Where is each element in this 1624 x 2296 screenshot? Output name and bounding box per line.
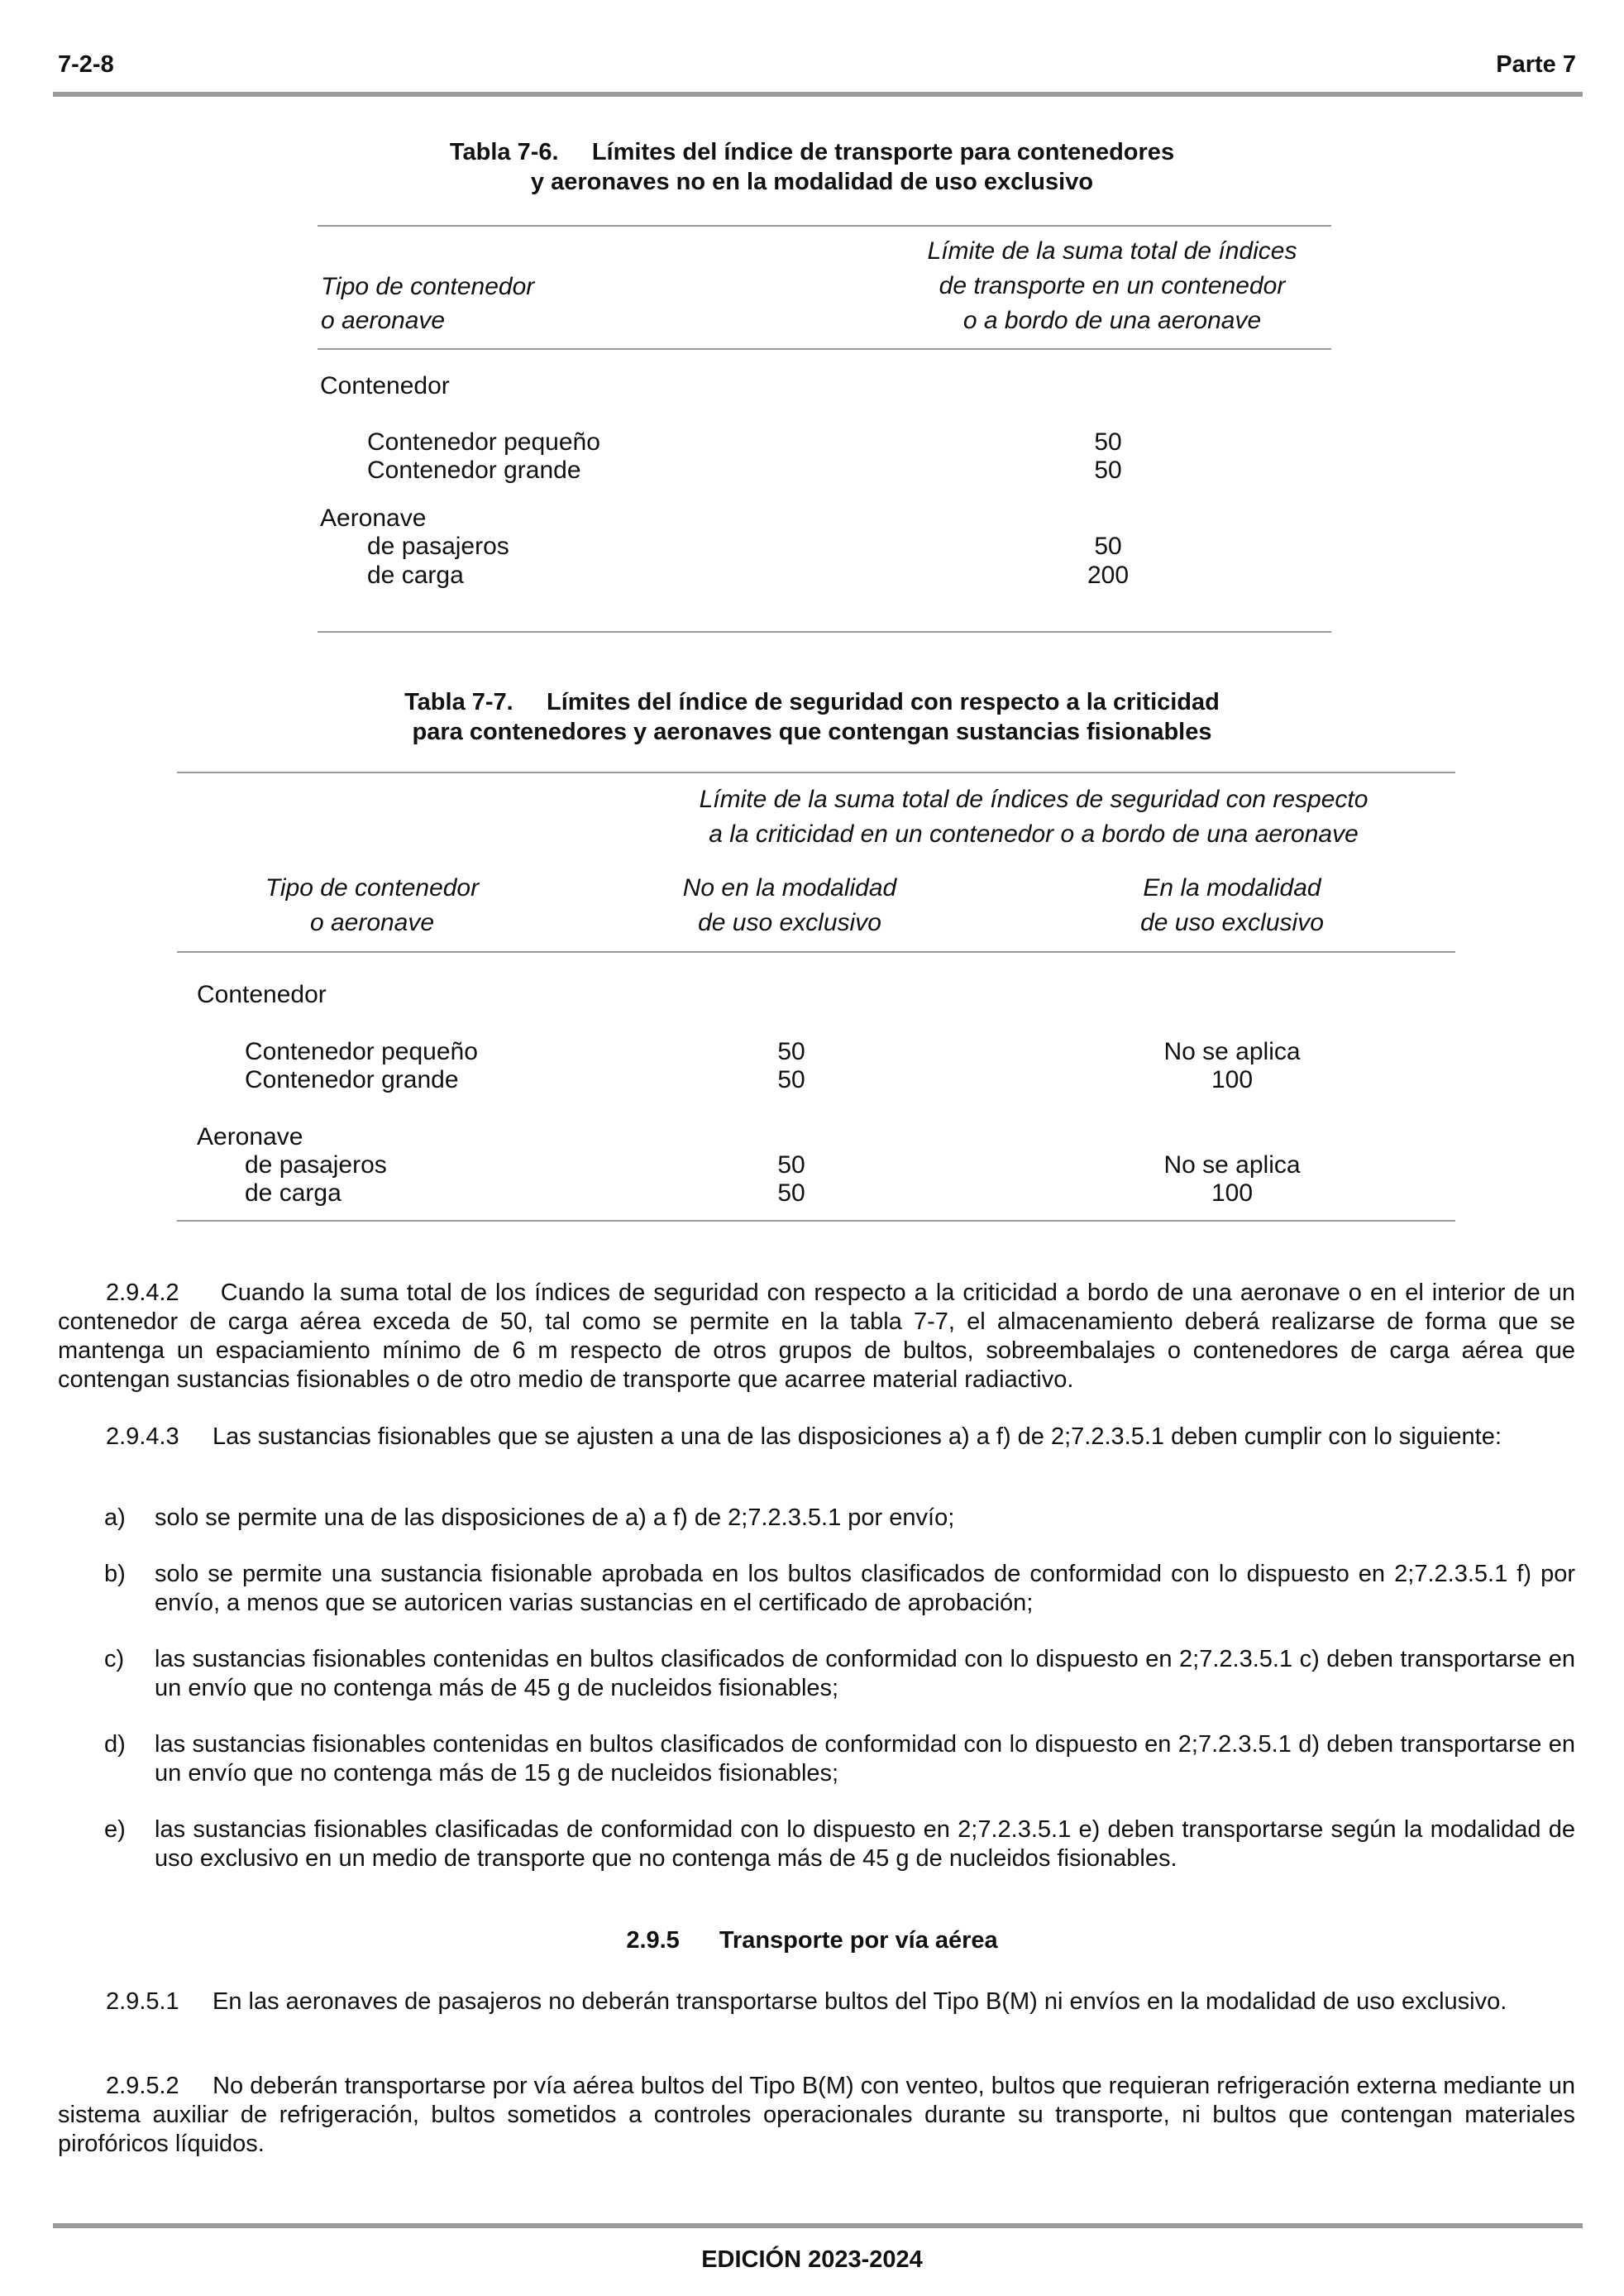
- table-7-7-cargo-label: de carga: [245, 1179, 342, 1207]
- section-title: Transporte por vía aérea: [719, 1927, 998, 1954]
- paragraph-number: 2.9.5.1: [106, 1988, 179, 2015]
- table-7-7-passenger-label: de pasajeros: [245, 1151, 387, 1179]
- table-7-6-col2-header-line3: o a bordo de una aeronave: [962, 307, 1262, 334]
- table-7-6-group-container: Contenedor: [320, 372, 450, 399]
- table-7-7-col1-header-line1: Tipo de contenedor: [265, 874, 480, 902]
- paragraph-number: 2.9.4.3: [106, 1423, 179, 1450]
- paragraph-number: 2.9.4.2: [106, 1280, 179, 1306]
- table-7-6-top-rule: [318, 225, 1331, 227]
- table-7-7-col1-header-line2: o aeronave: [309, 909, 435, 936]
- list-item-label: c): [104, 1646, 125, 1672]
- paragraph-text: No deberán transportarse por vía aérea bultos del Tipo B(M) con venteo, bultos que requieran refrigeración externa mediante un sistema auxiliar de refrigeración, bultos sometidos a controles operacionales durante su transporte, ni bultos que contengan materiales pirofóricos líquidos.: [58, 2073, 1575, 2157]
- list-item-c: [58, 1645, 1575, 1703]
- edition-label: EDICIÓN 2023-2024: [701, 2246, 923, 2273]
- list-item-label: b): [104, 1561, 126, 1587]
- table-7-7-col2-header-line2: de uso exclusivo: [698, 909, 881, 936]
- table-7-6-col2-header-line2: de transporte en un contenedor: [939, 272, 1286, 299]
- table-7-6-cargo-label: de carga: [367, 562, 464, 589]
- table-7-6-col1-header-line1: Tipo de contenedor: [321, 273, 535, 300]
- table-7-7-col3-header-line2: de uso exclusivo: [1140, 909, 1324, 936]
- table-7-7-passenger-not-exclusive: 50: [777, 1151, 805, 1179]
- table-7-7-title-line1: Tabla 7-7. Límites del índice de seguridad con respecto a la criticidad: [404, 689, 1220, 715]
- page-number: 7-2-8: [58, 51, 114, 78]
- table-7-6-col1-header-line2: o aeronave: [321, 307, 446, 334]
- footer-rule: [53, 2223, 1583, 2228]
- list-item-label: e): [104, 1816, 126, 1843]
- list-item-text: solo se permite una sustancia fisionable aprobada en los bultos clasificados de conformidad con lo dispuesto en 2;7.2.3.5.1 f) por envío, a menos que se autoricen varias sustancias en el certificado de aprobación;: [155, 1561, 1575, 1616]
- table-7-6-bottom-rule: [318, 631, 1331, 633]
- table-7-7-title: [0, 687, 1624, 747]
- table-7-7-large-container-not-exclusive: 50: [777, 1066, 805, 1093]
- list-item-label: a): [104, 1504, 126, 1531]
- table-7-7-cargo-exclusive: 100: [1211, 1179, 1254, 1207]
- list-item-label: d): [104, 1731, 126, 1758]
- paragraph-text: Cuando la suma total de los índices de seguridad con respecto a la criticidad a bordo de una aeronave o en el interior de un contenedor de carga aérea exceda de 50, tal como se permite en la tabla 7-7, el almacenamiento deberá realizarse de forma que se mantenga un espaciamiento mínimo de 6 m respecto de otros grupos de bultos, sobreembalajes o contenedores de carga aérea que contengan sustancias fisionables o de otro medio de transporte que acarree material radiactivo.: [58, 1280, 1575, 1393]
- table-7-7-span-header-line1: Límite de la suma total de índices de seguridad con respecto: [699, 786, 1368, 813]
- table-7-7-small-container-exclusive: No se aplica: [1163, 1038, 1301, 1065]
- list-item-text: solo se permite una de las disposiciones de a) a f) de 2;7.2.3.5.1 por envío;: [155, 1504, 955, 1531]
- table-7-7-span-header-line2: a la criticidad en un contenedor o a bordo de una aeronave: [709, 820, 1359, 848]
- table-7-6-title-line1: Tabla 7-6. Límites del índice de transporte para contenedores: [449, 139, 1175, 165]
- paragraph-2-9-5-1: [58, 1987, 1575, 2016]
- section-heading-2-9-5: [0, 1927, 1624, 1954]
- table-7-6-large-container-value: 50: [1094, 457, 1122, 484]
- table-7-7-title-line2: para contenedores y aeronaves que contengan sustancias fisionables: [412, 719, 1212, 745]
- part-label: Parte 7: [1496, 51, 1576, 78]
- section-number: 2.9.5: [626, 1927, 680, 1954]
- table-7-6-small-container-value: 50: [1094, 428, 1122, 456]
- paragraph-2-9-4-2: [58, 1279, 1575, 1394]
- paragraph-text: Las sustancias fisionables que se ajusten a una de las disposiciones a) a f) de 2;7.2.3.5.1 deben cumplir con lo siguiente:: [212, 1423, 1502, 1450]
- list-item-e: [58, 1815, 1575, 1873]
- table-7-6-large-container-label: Contenedor grande: [367, 457, 581, 484]
- list-item-b: [58, 1560, 1575, 1618]
- table-7-6-title-line2: y aeronaves no en la modalidad de uso exclusivo: [530, 169, 1094, 195]
- table-7-6-header-rule: [318, 348, 1331, 350]
- table-7-7-large-container-label: Contenedor grande: [245, 1066, 459, 1093]
- list-item-a: [58, 1504, 1575, 1533]
- table-7-6-col2-header-line1: Límite de la suma total de índices: [927, 237, 1297, 265]
- table-7-6-cargo-value: 200: [1087, 562, 1130, 589]
- paragraph-2-9-5-2: [58, 2072, 1575, 2159]
- paragraph-number: 2.9.5.2: [106, 2073, 179, 2099]
- table-7-7-cargo-not-exclusive: 50: [777, 1179, 805, 1207]
- table-7-7-large-container-exclusive: 100: [1211, 1066, 1254, 1093]
- list-item-text: las sustancias fisionables clasificadas de conformidad con lo dispuesto en 2;7.2.3.5.1 e) deben transportarse según la modalidad de uso exclusivo en un medio de transporte que no contenga más de 45 g de nucleidos fisionables.: [155, 1816, 1575, 1872]
- list-item-d: [58, 1730, 1575, 1788]
- table-7-7-small-container-not-exclusive: 50: [777, 1038, 805, 1065]
- table-7-7-group-container: Contenedor: [197, 981, 327, 1008]
- table-7-6-passenger-value: 50: [1094, 533, 1122, 560]
- table-7-6-passenger-label: de pasajeros: [367, 533, 509, 560]
- table-7-7-group-aircraft: Aeronave: [197, 1123, 303, 1150]
- table-7-7-passenger-exclusive: No se aplica: [1163, 1151, 1301, 1179]
- table-7-7-top-rule: [177, 772, 1455, 773]
- table-7-7-header-rule: [177, 951, 1455, 953]
- paragraph-2-9-4-3: [58, 1423, 1575, 1452]
- header-rule: [53, 92, 1583, 97]
- table-7-6-title: [0, 137, 1624, 197]
- table-7-7-bottom-rule: [177, 1220, 1455, 1222]
- paragraph-text: En las aeronaves de pasajeros no deberán transportarse bultos del Tipo B(M) ni envíos en la modalidad de uso exclusivo.: [212, 1988, 1507, 2015]
- table-7-6-small-container-label: Contenedor pequeño: [367, 428, 600, 456]
- table-7-6-group-aircraft: Aeronave: [320, 505, 427, 532]
- list-item-text: las sustancias fisionables contenidas en bultos clasificados de conformidad con lo dispuesto en 2;7.2.3.5.1 c) deben transportarse en un envío que no contenga más de 45 g de nucleidos fisionables;: [155, 1646, 1575, 1701]
- table-7-7-col3-header-line1: En la modalidad: [1143, 874, 1321, 902]
- table-7-7-col2-header-line1: No en la modalidad: [682, 874, 897, 902]
- list-item-text: las sustancias fisionables contenidas en bultos clasificados de conformidad con lo dispuesto en 2;7.2.3.5.1 d) deben transportarse en un envío que no contenga más de 15 g de nucleidos fisionables;: [155, 1731, 1575, 1787]
- table-7-7-small-container-label: Contenedor pequeño: [245, 1038, 478, 1065]
